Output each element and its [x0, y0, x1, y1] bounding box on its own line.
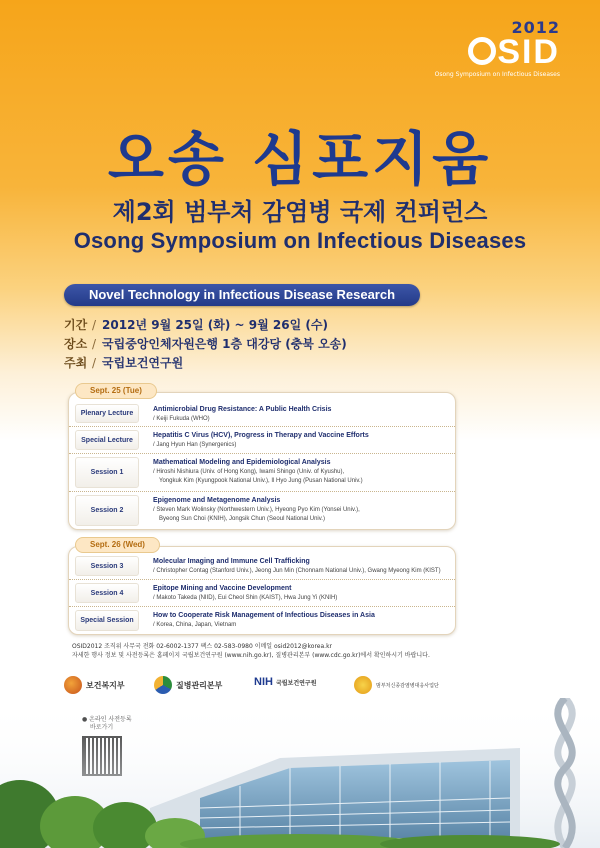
info-value: 2012년 9월 25일 (화) ~ 9월 26일 (수) [102, 318, 328, 332]
event-info [64, 316, 347, 373]
session-name: Session 1 [75, 457, 139, 488]
session-row [69, 427, 455, 454]
nih-logo-icon: NIH [254, 676, 273, 688]
session-name: Special Lecture [75, 430, 139, 450]
sponsor-label: 질병관리본부 [176, 680, 223, 690]
info-value: 국립중앙인체자원은행 1층 대강당 (충북 오송) [102, 337, 347, 351]
session-name: Session 4 [75, 583, 139, 603]
info-row-host [64, 354, 347, 373]
info-sep: / [92, 337, 97, 351]
consortium-logo-icon [354, 676, 372, 694]
session-row [69, 454, 455, 492]
info-row-period [64, 316, 347, 335]
logo-subtitle: Osong Symposium on Infectious Diseases [434, 71, 560, 78]
session-speakers: Yongkuk Kim (Kyungpook National Univ.), Il Hyo Jung (Pusan National Univ.) [159, 478, 363, 484]
session-speakers: / Makoto Takeda (NIID), Eui Cheol Shin (KAIST), Hwa Jung Yi (KNIH) [153, 595, 338, 601]
session-name: Session 3 [75, 556, 139, 576]
session-body [153, 553, 455, 580]
session-speakers: / Jang Hyun Han (Synergenics) [153, 442, 237, 448]
session-topic: Antimicrobial Drug Resistance: A Public Health Crisis [153, 406, 332, 413]
session-topic: How to Cooperate Risk Management of Infectious Diseases in Asia [153, 612, 375, 619]
session-speakers: / Korea, China, Japan, Vietnam [153, 622, 237, 628]
day-date-badge: Sept. 25 (Tue) [75, 383, 157, 399]
session-body [153, 607, 455, 634]
session-body [153, 454, 455, 490]
session-body [153, 427, 455, 454]
osid-logo [430, 18, 560, 78]
session-speakers: / Steven Mark Wolinsky (Northwestern Univ.), Hyeong Pyo Kim (Yonsei Univ.), [153, 507, 360, 513]
kcdc-logo-icon [154, 676, 172, 694]
session-body [153, 580, 455, 607]
session-row [69, 553, 455, 580]
session-topic: Molecular Imaging and Immune Cell Trafficking [153, 558, 310, 565]
session-body [153, 492, 455, 528]
logo-word-text: SID [497, 33, 560, 71]
mohw-logo-icon [64, 676, 82, 694]
subtitle-korean: 제2회 범부처 감염병 국제 컨퍼런스 [112, 198, 488, 226]
schedule-day-1 [68, 386, 456, 530]
schedule-day-2 [68, 540, 456, 635]
session-speakers: Byeong Sun Choi (KNIH), Jongsik Chun (Seoul National Univ.) [159, 516, 325, 522]
sponsor-kcdc [154, 676, 222, 694]
session-row [69, 607, 455, 634]
session-speakers: / Hiroshi Nishiura (Univ. of Hong Kong), Iwami Shingo (Univ. of Kyushu), [153, 469, 345, 475]
title-english: Osong Symposium on Infectious Diseases [73, 228, 527, 253]
info-sep: / [92, 318, 97, 332]
info-row-venue [64, 335, 347, 354]
sponsor-label: 보건복지부 [86, 680, 125, 690]
info-key: 기간 [64, 318, 88, 332]
session-row [69, 492, 455, 529]
sponsor-label: 범부처신종감염병대응사업단 [376, 682, 439, 689]
sponsor-logos [64, 676, 464, 698]
sponsor-mohw [64, 676, 125, 694]
session-body [153, 401, 455, 428]
session-topic: Mathematical Modeling and Epidemiological Analysis [153, 459, 331, 466]
building-illustration [0, 698, 600, 848]
day-date-badge: Sept. 26 (Wed) [75, 537, 160, 553]
session-speakers: / Christopher Contag (Stanford Univ.), Jeong Jun Min (Chonnam National Univ.), Gwang Myeong Kim (KIST) [153, 568, 441, 574]
session-row [69, 580, 455, 607]
session-speakers: / Keiji Fukuda (WHO) [153, 416, 210, 422]
session-topic: Hepatitis C Virus (HCV), Progress in Therapy and Vaccine Efforts [153, 432, 369, 439]
page-title: 오송 심포지움 [107, 125, 493, 193]
info-sep: / [92, 356, 97, 370]
session-name: Session 2 [75, 495, 139, 526]
sponsor-label: 국립보건연구원 [275, 679, 317, 687]
contact-info [72, 642, 532, 660]
info-key: 장소 [64, 337, 88, 351]
theme-banner: Novel Technology in Infectious Disease Research [64, 284, 420, 306]
info-key: 주최 [64, 356, 88, 370]
session-name: Special Session [75, 610, 139, 631]
sponsor-nih [254, 676, 317, 688]
info-value: 국립보건연구원 [102, 356, 184, 370]
logo-year: 2012 [511, 18, 560, 37]
session-topic: Epigenome and Metagenome Analysis [153, 497, 281, 504]
logo-word [430, 35, 560, 69]
sponsor-consortium [354, 676, 446, 694]
contact-line: OSID2012 조직위 사무국 전화 02-6002-1377 팩스 02-583-0980 이메일 osid2012@korea.kr [72, 643, 333, 650]
contact-line: 자세한 행사 정보 및 사전등록은 홈페이지 국립보건연구원 (www.nih.go.kr), 질병관리본부 (www.cdc.go.kr)에서 확인하시기 바랍니다. [72, 652, 430, 659]
logo-o-ring-icon [468, 37, 496, 65]
session-name: Plenary Lecture [75, 404, 139, 423]
session-topic: Epitope Mining and Vaccine Development [153, 585, 292, 592]
session-row [69, 401, 455, 427]
